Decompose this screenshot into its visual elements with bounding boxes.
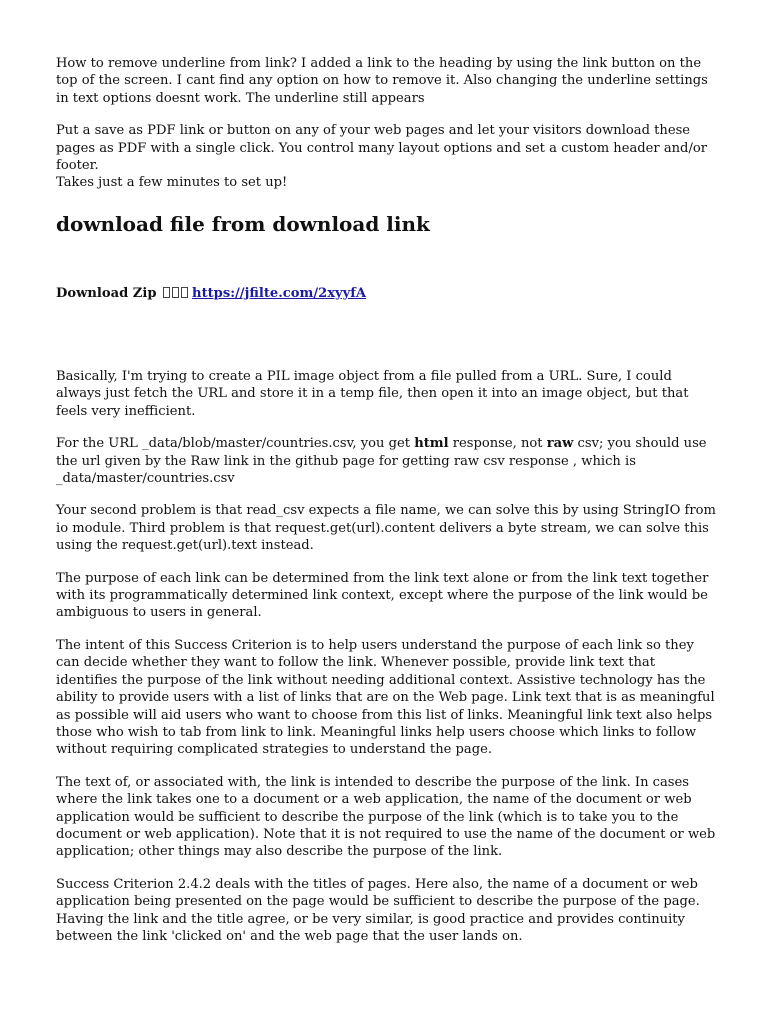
body-paragraph-7: Success Criterion 2.4.2 deals with the titles of pages. Here also, the name of a document or web application being presented on the page would be sufficient to describe the purpose of the page. Having the link and the title agree, or be very similar, is good practice and provides continuity between the link 'clicked on' and the web page that the user lands on. <box>56 876 700 944</box>
body-paragraph-3: Your second problem is that read_csv expects a file name, we can solve this by using StringIO from io module. Third problem is that request.get(url).content delivers a byte stream, we can solve this using the request.get(url).text instead. <box>56 503 716 554</box>
intro-paragraph-1: How to remove underline from link? I added a link to the heading by using the link button on the top of the screen. I cant find any option on how to remove it. Also changing the underline settings in text options doesnt work. The underline still appears <box>56 56 708 106</box>
download-label: Download Zip <box>56 286 157 301</box>
intro-paragraph-2: Put a save as PDF link or button on any of your web pages and let your visitors download these pages as PDF with a single click. You control many layout options and set a custom header and/or footer. <box>56 123 707 174</box>
article-body <box>56 368 720 945</box>
body-paragraph-2-text-a: For the URL _data/blob/master/countries.csv, you get <box>56 436 415 452</box>
raw-term: raw <box>546 436 574 452</box>
html-term: html <box>414 436 449 452</box>
missing-glyph-icons <box>163 285 190 302</box>
intro-paragraph-2-continued: Takes just a few minutes to set up! <box>56 175 288 191</box>
body-paragraph-5: The intent of this Success Criterion is to help users understand the purpose of each link so they can decide whether they want to follow the link. Whenever possible, provide link text that identifies the purpose of the link without needing additional context. Assistive technology has the ability to provide users with a list of links that are on the Web page. Link text that is as meaningful as possible will aid users who want to choose from this list of links. Meaningful link text also helps those who wish to tab from link to link. Meaningful links help users choose which links to follow without requiring complicated strategies to understand the page. <box>56 637 715 758</box>
body-paragraph-6: The text of, or associated with, the link is intended to describe the purpose of the link. In cases where the link takes one to a document or a web application, the name of the document or web application would be sufficient to describe the purpose of the link (which is to take you to the document or web application). Note that it is not required to use the name of the document or web application; other things may also describe the purpose of the link. <box>56 774 716 860</box>
body-paragraph-2-text-c: csv; you should use the url given by the Raw link in the github page for getting raw csv response , which is _data/master/countries.csv <box>56 436 707 487</box>
document-page <box>56 55 720 944</box>
page-heading: download file from download link <box>56 212 430 236</box>
body-paragraph-4: The purpose of each link can be determined from the link text alone or from the link text together with its programmatically determined link context, except where the purpose of the link would be ambiguous to users in general. <box>56 570 709 621</box>
body-paragraph-2-text-b: response, not <box>448 436 547 452</box>
body-paragraph-1: Basically, I'm trying to create a PIL image object from a file pulled from a URL. Sure, I could always just fetch the URL and store it in a temp file, then open it into an image object, but that feels very inefficient. <box>56 369 689 419</box>
download-row <box>56 285 366 302</box>
download-link[interactable]: https://jfilte.com/2xyyfA <box>192 286 367 301</box>
body-paragraph-2 <box>56 435 720 487</box>
